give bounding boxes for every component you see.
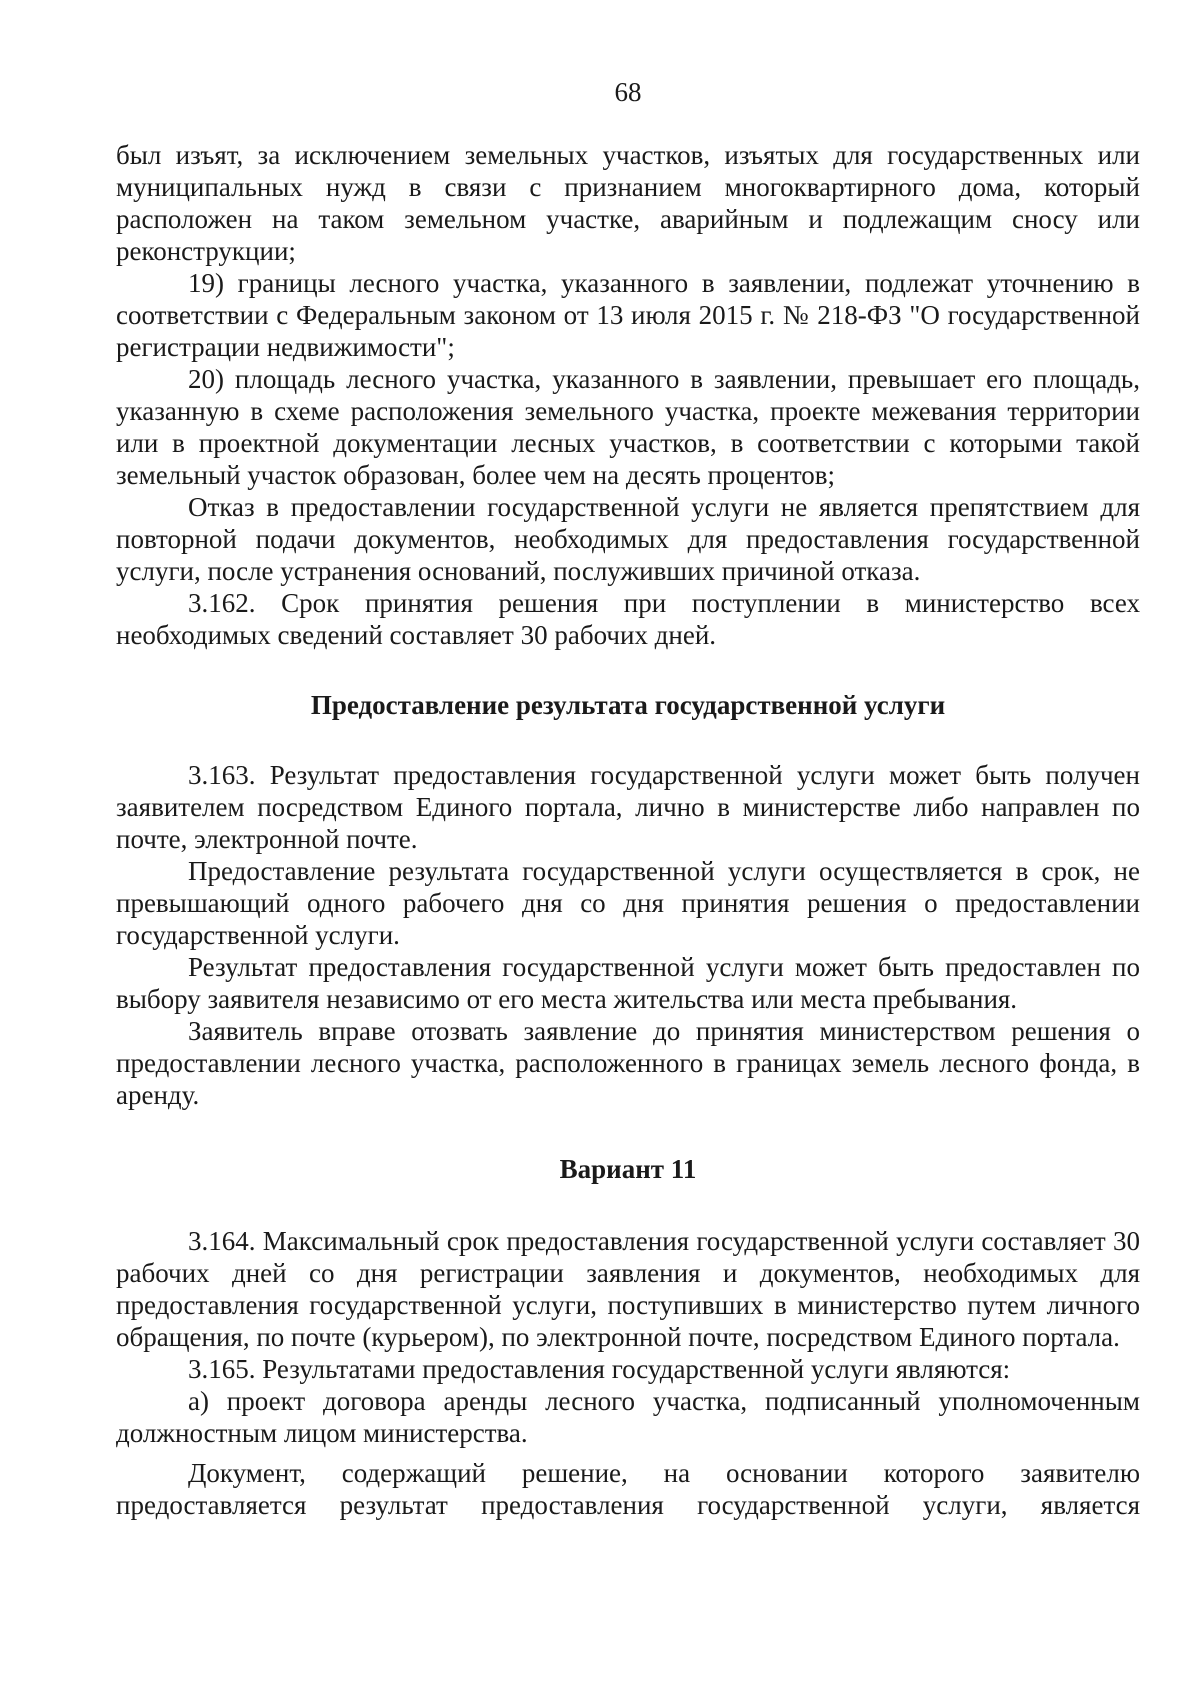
paragraph-result-term: Предоставление результата государственной услуги осуществляется в срок, не превышающий одного рабочего дня со дня принятия решения о предоставлении государственной услуги. — [116, 856, 1140, 950]
paragraph-3-162: 3.162. Срок принятия решения при поступлении в министерство всех необходимых сведений составляет 30 рабочих дней. — [116, 588, 1140, 650]
page-number: 68 — [614, 77, 642, 107]
document-body — [116, 139, 1140, 1521]
paragraph-result-choice: Результат предоставления государственной услуги может быть предоставлен по выбору заявителя независимо от его места жительства или места пребывания. — [116, 952, 1140, 1014]
paragraph-3-163: 3.163. Результат предоставления государственной услуги может быть получен заявителем посредством Единого портала, лично в министерстве либо направлен по почте, электронной почте. — [116, 760, 1140, 854]
paragraph-item-19: 19) границы лесного участка, указанного в заявлении, подлежат уточнению в соответствии с Федеральным законом от 13 июля 2015 г. № 218-ФЗ "О государственной регистрации недвижимости"; — [116, 268, 1140, 362]
paragraph-3-164: 3.164. Максимальный срок предоставления государственной услуги составляет 30 рабочих дней со дня регистрации заявления и документов, необходимых для предоставления государственной услуги, поступивших в министерство путем личного обращения, по почте (курьером), по электронной почте, посредством Единого портала. — [116, 1226, 1140, 1352]
section-heading-result: Предоставление результата государственной услуги — [310, 690, 946, 720]
section-heading-variant-11: Вариант 11 — [559, 1154, 697, 1184]
paragraph-withdraw: Заявитель вправе отозвать заявление до принятия министерством решения о предоставлении лесного участка, расположенного в границах земель лесного фонда, в аренду. — [116, 1016, 1140, 1110]
paragraph-3-165: 3.165. Результатами предоставления государственной услуги являются: — [188, 1354, 1011, 1384]
paragraph-document: Документ, содержащий решение, на основании которого заявителю предоставляется результат предоставления государственной услуги, является — [116, 1458, 1140, 1520]
paragraph-continuation: был изъят, за исключением земельных участков, изъятых для государственных или муниципальных нужд в связи с признанием многоквартирного дома, который расположен на таком земельном участке, аварийным и подлежащим сносу или реконструкции; — [116, 140, 1140, 266]
paragraph-item-a: а) проект договора аренды лесного участка, подписанный уполномоченным должностным лицом министерства. — [116, 1386, 1140, 1448]
paragraph-item-20: 20) площадь лесного участка, указанного в заявлении, превышает его площадь, указанную в схеме расположения земельного участка, проекте межевания территории или в проектной документации лесных участков, в соответствии с которыми такой земельный участок образован, более чем на десять процентов; — [116, 364, 1140, 490]
paragraph-refusal: Отказ в предоставлении государственной услуги не является препятствием для повторной подачи документов, необходимых для предоставления государственной услуги, после устранения оснований, послуживших причиной отказа. — [116, 492, 1140, 586]
